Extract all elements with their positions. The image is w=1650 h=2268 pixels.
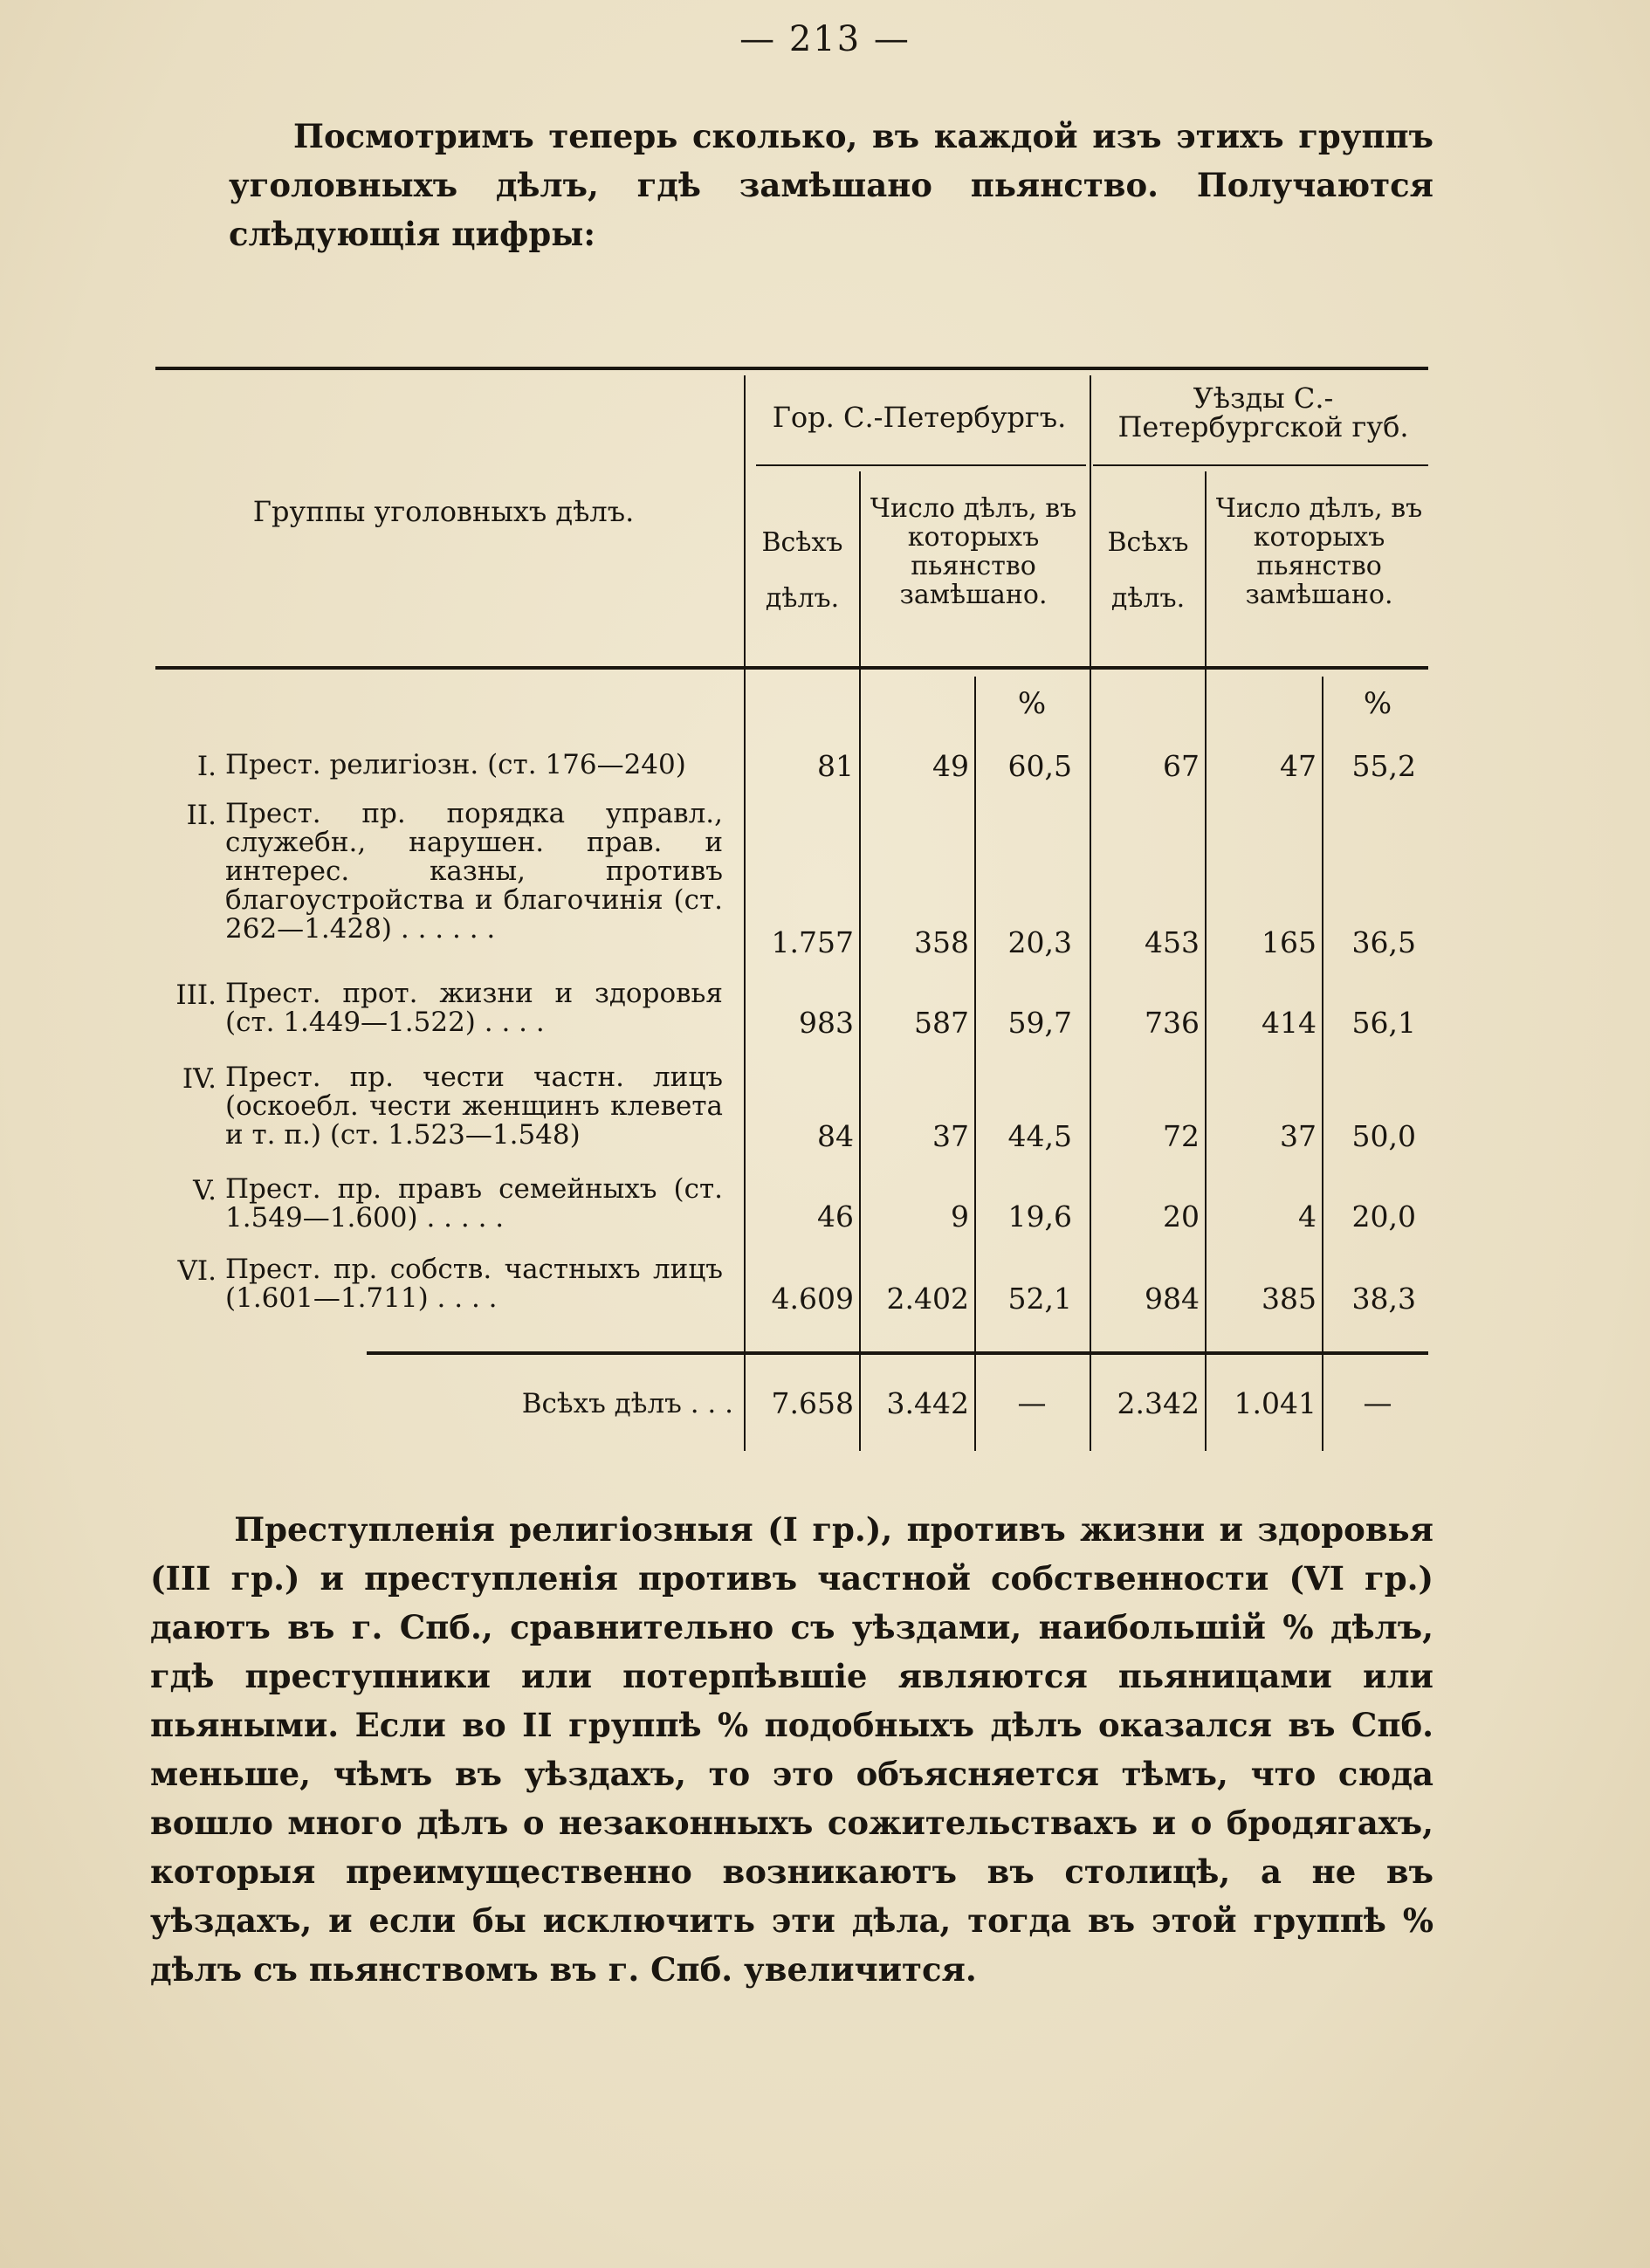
- row-city-drunk: 9: [951, 1199, 969, 1234]
- row-county-drunk: 385: [1262, 1282, 1317, 1316]
- row-city-all: 84: [817, 1119, 854, 1153]
- row-city-all: 983: [799, 1006, 854, 1040]
- intro-text: Посмотримъ теперь сколько, въ каждой изъ этихъ группъ уголовныхъ дѣлъ, гдѣ замѣшано пьянство. Получаются слѣдующія цифры:: [229, 117, 1433, 253]
- row-label: Прест. пр. порядка управл., служебн., нарушен. прав. и интерес. казны, противъ благоустройства и благочинія (ст. 262—1.428) . . . . . .: [225, 798, 723, 945]
- row-city-all: 4.609: [771, 1282, 854, 1316]
- col-divider-2: [859, 471, 861, 1451]
- total-county-drunk: 1.041: [1234, 1386, 1317, 1420]
- row-city-drunk: 358: [914, 925, 969, 959]
- row-city-drunk: 2.402: [886, 1282, 969, 1316]
- row-county-all: 453: [1145, 925, 1200, 959]
- row-county-drunk: 165: [1262, 925, 1317, 959]
- col-divider-5: [1205, 471, 1207, 1451]
- row-city-drunk: 37: [932, 1119, 969, 1153]
- city-drunk-cases-header: Число дѣлъ, въ которыхъ пьянство замѣшано.: [870, 493, 1077, 610]
- row-roman: VI.: [177, 1255, 217, 1287]
- table-top-rule: [155, 367, 1428, 370]
- col-divider-3: [974, 677, 976, 1451]
- county-all-cases-header: Всѣхъ дѣлъ.: [1107, 527, 1189, 614]
- row-city-pct: 59,7: [1007, 1006, 1072, 1040]
- intro-paragraph: [229, 112, 1433, 258]
- row-county-all: 67: [1163, 749, 1200, 783]
- row-label: Прест. пр. правъ семейныхъ (ст. 1.549—1.600) . . . . .: [225, 1173, 723, 1234]
- county-percent-sign: %: [1363, 686, 1392, 721]
- col-divider-6: [1322, 677, 1323, 1451]
- total-county-pct: —: [1363, 1385, 1392, 1419]
- row-label: Прест. пр. чести частн. лицъ (оскоебл. чести женщинъ клевета и т. п.) (ст. 1.523—1.548): [225, 1062, 723, 1151]
- row-city-pct: 19,6: [1007, 1199, 1072, 1234]
- header-bottom-rule: [155, 666, 1428, 670]
- row-label: Прест. прот. жизни и здоровья (ст. 1.449—1.522) . . . .: [225, 978, 723, 1038]
- row-county-drunk: 37: [1280, 1119, 1317, 1153]
- conclusion-paragraph: [150, 1505, 1433, 1994]
- total-label: Всѣхъ дѣлъ . . .: [521, 1388, 733, 1419]
- row-county-all: 20: [1163, 1199, 1200, 1234]
- row-county-drunk: 47: [1280, 749, 1317, 783]
- total-county-all: 2.342: [1117, 1386, 1200, 1420]
- row-roman: IV.: [182, 1063, 217, 1095]
- row-label: Прест. религіозн. (ст. 176—240): [225, 749, 686, 780]
- row-county-all: 736: [1145, 1006, 1200, 1040]
- row-roman: V.: [193, 1175, 217, 1206]
- county-header: Уѣзды С.-Петербургской губ.: [1117, 381, 1409, 443]
- col-divider-4: [1090, 375, 1091, 1451]
- total-city-drunk: 3.442: [886, 1386, 969, 1420]
- page-number: — 213 —: [739, 19, 911, 59]
- row-label: Прест. пр. собств. частныхъ лицъ (1.601—1.711) . . . .: [225, 1254, 723, 1314]
- row-city-all: 81: [817, 749, 854, 783]
- row-city-pct: 60,5: [1007, 749, 1072, 783]
- row-county-all: 72: [1163, 1119, 1200, 1153]
- row-county-pct: 56,1: [1351, 1006, 1416, 1040]
- total-top-rule: [367, 1351, 1428, 1355]
- row-county-drunk: 414: [1262, 1006, 1317, 1040]
- city-all-cases-header: Всѣхъ дѣлъ.: [761, 527, 843, 614]
- total-city-pct: —: [1017, 1385, 1047, 1419]
- county-subheader-rule: [1093, 464, 1428, 466]
- total-city-all: 7.658: [771, 1386, 854, 1420]
- row-county-pct: 36,5: [1351, 925, 1416, 959]
- row-city-drunk: 49: [932, 749, 969, 783]
- row-county-pct: 50,0: [1351, 1119, 1416, 1153]
- row-roman: I.: [196, 751, 217, 782]
- row-roman: III.: [175, 979, 217, 1011]
- row-city-pct: 44,5: [1007, 1119, 1072, 1153]
- row-city-pct: 52,1: [1007, 1282, 1072, 1316]
- col-divider-1: [744, 375, 746, 1451]
- city-header: Гор. С.-Петербургъ.: [772, 401, 1067, 434]
- group-header: Группы уголовныхъ дѣлъ.: [252, 495, 635, 528]
- county-drunk-cases-header: Число дѣлъ, въ которыхъ пьянство замѣшано.: [1215, 493, 1423, 610]
- city-percent-sign: %: [1017, 686, 1047, 721]
- row-city-pct: 20,3: [1007, 925, 1072, 959]
- row-city-all: 1.757: [771, 925, 854, 959]
- row-county-drunk: 4: [1298, 1199, 1317, 1234]
- conclusion-text: Преступленія религіозныя (I гр.), противъ жизни и здоровья (III гр.) и преступленія противъ частной собственности (VI гр.) даютъ въ г. Спб., сравнительно съ уѣздами, наибольшій % дѣлъ, гдѣ преступники или потерпѣвшіе являются пьяницами или пьяными. Если во II группѣ % подобныхъ дѣлъ оказался въ Спб. меньше, чѣмъ въ уѣздахъ, то это объясняется тѣмъ, что сюда вошло много дѣлъ о незаконныхъ сожительствахъ и о бродягахъ, которыя преимущественно возникаютъ въ столицѣ, а не въ уѣздахъ, и если бы исключить эти дѣла, тогда въ этой группѣ % дѣлъ съ пьянствомъ въ г. Спб. увеличится.: [150, 1510, 1433, 1989]
- row-county-pct: 55,2: [1351, 749, 1416, 783]
- row-county-all: 984: [1145, 1282, 1200, 1316]
- row-city-drunk: 587: [914, 1006, 969, 1040]
- city-subheader-rule: [756, 464, 1086, 466]
- row-city-all: 46: [817, 1199, 854, 1234]
- row-county-pct: 20,0: [1351, 1199, 1416, 1234]
- row-roman: II.: [186, 800, 217, 831]
- row-county-pct: 38,3: [1351, 1282, 1416, 1316]
